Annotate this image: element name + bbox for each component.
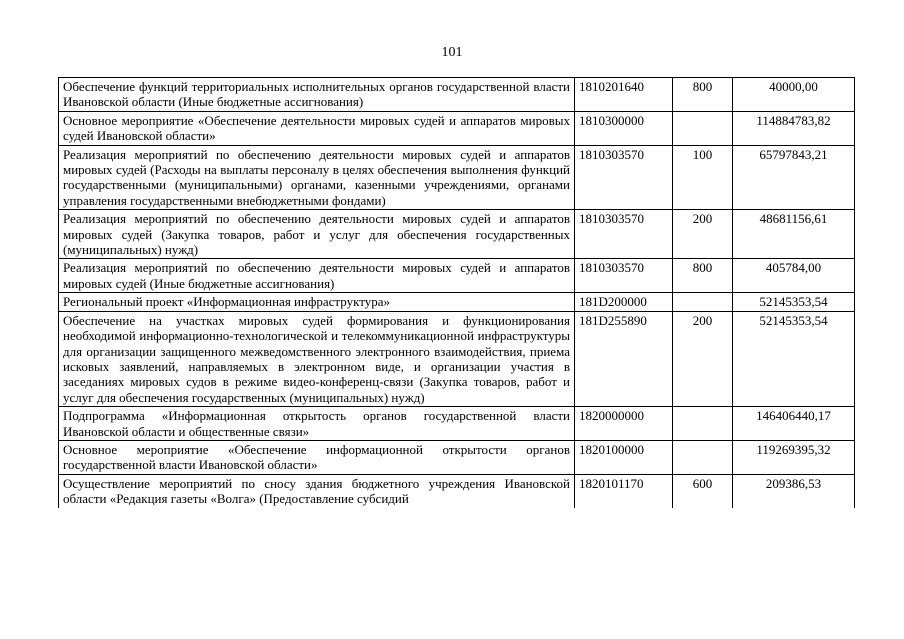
row-description: Основное мероприятие «Обеспечение информационной открытости органов государственной власти Ивановской области» <box>59 440 575 474</box>
row-code: 181D200000 <box>575 293 673 311</box>
row-type <box>673 293 733 311</box>
budget-table-body <box>59 78 855 508</box>
row-description: Осуществление мероприятий по сносу здания бюджетного учреждения Ивановской области «Редакция газеты «Волга» (Предоставление субсидий <box>59 474 575 507</box>
row-type: 800 <box>673 78 733 112</box>
table-row <box>59 311 855 406</box>
row-code: 1810303570 <box>575 145 673 210</box>
row-description: Обеспечение на участках мировых судей формирования и функционирования необходимой информационно-технологической и телекоммуникационной инфраструктуры для организации защищенного межведомственного электронного взаимодействия, приема исковых заявлений, направляемых в электронном виде, и организации участия в заседаниях мировых судов в режиме видео-конференц-связи (Закупка товаров, работ и услуг для обеспечения государственных (муниципальных) нужд) <box>59 311 575 406</box>
table-row <box>59 78 855 112</box>
row-type: 200 <box>673 311 733 406</box>
row-type: 200 <box>673 210 733 259</box>
row-description: Региональный проект «Информационная инфраструктура» <box>59 293 575 311</box>
page-number: 101 <box>441 45 463 60</box>
row-code: 1810303570 <box>575 210 673 259</box>
row-amount: 209386,53 <box>733 474 855 507</box>
row-amount: 405784,00 <box>733 259 855 293</box>
row-code: 1810201640 <box>575 78 673 112</box>
row-type: 800 <box>673 259 733 293</box>
row-type <box>673 407 733 441</box>
row-amount: 65797843,21 <box>733 145 855 210</box>
budget-table <box>58 77 855 508</box>
row-code: 1820000000 <box>575 407 673 441</box>
row-description: Основное мероприятие «Обеспечение деятельности мировых судей и аппаратов мировых судей Ивановской области» <box>59 111 575 145</box>
table-row <box>59 407 855 441</box>
row-amount: 52145353,54 <box>733 293 855 311</box>
table-row <box>59 440 855 474</box>
table-row <box>59 111 855 145</box>
row-description: Обеспечение функций территориальных исполнительных органов государственной власти Ивановской области (Иные бюджетные ассигнования) <box>59 78 575 112</box>
row-amount: 146406440,17 <box>733 407 855 441</box>
row-type <box>673 111 733 145</box>
row-description: Реализация мероприятий по обеспечению деятельности мировых судей и аппаратов мировых судей (Закупка товаров, работ и услуг для обеспечения государственных (муниципальных) нужд) <box>59 210 575 259</box>
row-amount: 52145353,54 <box>733 311 855 406</box>
row-type: 600 <box>673 474 733 507</box>
row-amount: 40000,00 <box>733 78 855 112</box>
table-row <box>59 259 855 293</box>
row-amount: 114884783,82 <box>733 111 855 145</box>
row-type: 100 <box>673 145 733 210</box>
row-code: 181D255890 <box>575 311 673 406</box>
row-code: 1810303570 <box>575 259 673 293</box>
table-row <box>59 474 855 507</box>
row-description: Реализация мероприятий по обеспечению деятельности мировых судей и аппаратов мировых судей (Иные бюджетные ассигнования) <box>59 259 575 293</box>
row-description: Подпрограмма «Информационная открытость органов государственной власти Ивановской области и общественные связи» <box>59 407 575 441</box>
table-row <box>59 293 855 311</box>
row-code: 1810300000 <box>575 111 673 145</box>
row-amount: 48681156,61 <box>733 210 855 259</box>
table-row <box>59 210 855 259</box>
table-row <box>59 145 855 210</box>
row-code: 1820100000 <box>575 440 673 474</box>
row-type <box>673 440 733 474</box>
row-code: 1820101170 <box>575 474 673 507</box>
row-amount: 119269395,32 <box>733 440 855 474</box>
row-description: Реализация мероприятий по обеспечению деятельности мировых судей и аппаратов мировых судей (Расходы на выплаты персоналу в целях обеспечения выполнения функций государственными (муниципальными) органами, казенными учреждениями, органами управления государственными внебюджетными фондами) <box>59 145 575 210</box>
